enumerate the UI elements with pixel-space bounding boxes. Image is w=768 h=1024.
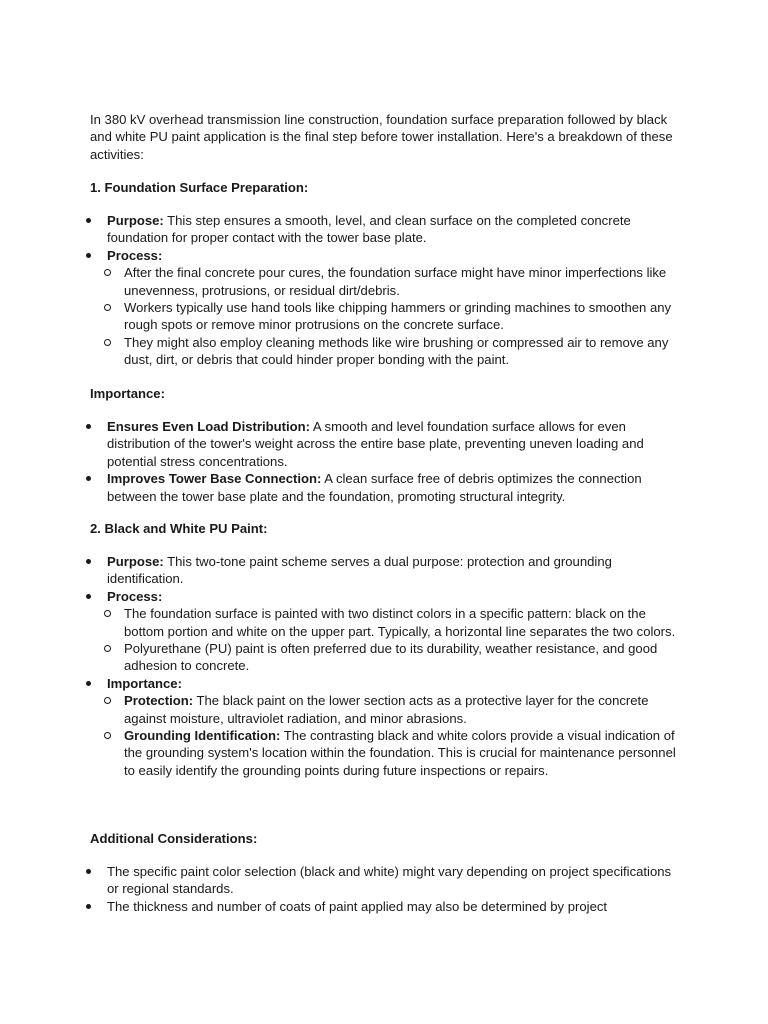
- section2-process-step: Polyurethane (PU) paint is often preferred due to its durability, weather resistance, and good adhesion to concrete.: [124, 640, 676, 675]
- importance-heading: Importance:: [90, 386, 165, 401]
- importance-item-text: A smooth and level foundation surface allows for even distribution of the tower's weight across the entire base plate, preventing uneven loading and potential stress concentrations.: [107, 419, 644, 469]
- section1-process-label: Process:: [107, 247, 163, 263]
- section2-heading: 2. Black and White PU Paint:: [90, 521, 268, 536]
- importance-list: [0, 418, 768, 505]
- importance-item-label: Improves Tower Base Connection:: [107, 471, 322, 487]
- importance-item-text: A clean surface free of debris optimizes the connection between the tower base plate and the foundation, promoting structural integrity.: [107, 471, 642, 504]
- importance-item: [0, 418, 682, 470]
- section2-importance-subitem-label: Protection:: [124, 693, 194, 709]
- section2-importance-subitem-label: Grounding Identification:: [124, 728, 281, 744]
- section2-importance-subitem-text: The black paint on the lower section acts as a protective layer for the concrete against moisture, ultraviolet radiation, and minor abrasions.: [124, 693, 649, 726]
- section2-importance-subitem-text: The contrasting black and white colors provide a visual indication of the grounding system's location within the foundation. This is crucial for maintenance personnel to easily identify the grounding points during future inspections or repairs.: [124, 728, 676, 778]
- section1-process-item: [0, 247, 682, 369]
- section2-importance-subitem: [124, 727, 676, 779]
- section1-list: [0, 212, 768, 369]
- section2-importance-item: [0, 675, 682, 779]
- section2-importance-subitem: [124, 692, 676, 727]
- section1-heading: 1. Foundation Surface Preparation:: [90, 180, 309, 195]
- additional-item: The thickness and number of coats of paint applied may also be determined by project: [0, 898, 682, 915]
- section2-importance-label: Importance:: [107, 675, 182, 691]
- section2-purpose-text: This two-tone paint scheme serves a dual purpose: protection and grounding identification.: [107, 554, 612, 587]
- intro-paragraph: In 380 kV overhead transmission line construction, foundation surface preparation followed by black and white PU paint application is the final step before tower installation. Here's a breakdown of these activities:: [90, 112, 673, 162]
- section1-process-sublist: [107, 264, 682, 368]
- section2-purpose-item: [0, 553, 682, 588]
- section2-importance-sublist: [107, 692, 682, 779]
- section2-process-item: [0, 588, 682, 675]
- section1-process-step: They might also employ cleaning methods like wire brushing or compressed air to remove any dust, dirt, or debris that could hinder proper bonding with the paint.: [124, 334, 676, 369]
- section2-process-sublist: [107, 605, 682, 675]
- section1-process-step: Workers typically use hand tools like chipping hammers or grinding machines to smoothen any rough spots or remove minor protrusions on the concrete surface.: [124, 299, 676, 334]
- additional-item: The specific paint color selection (black and white) might vary depending on project specifications or regional standards.: [0, 863, 682, 898]
- importance-item: [0, 470, 682, 505]
- section1-process-step: After the final concrete pour cures, the foundation surface might have minor imperfections like unevenness, protrusions, or residual dirt/debris.: [124, 264, 676, 299]
- section1-purpose-item: [0, 212, 682, 247]
- importance-item-label: Ensures Even Load Distribution:: [107, 419, 310, 434]
- additional-list: [0, 863, 768, 915]
- additional-heading: Additional Considerations:: [90, 831, 258, 846]
- section2-list: [0, 553, 768, 779]
- section1-purpose-label: Purpose:: [107, 213, 164, 228]
- section2-process-step: The foundation surface is painted with two distinct colors in a specific pattern: black on the bottom portion and white on the upper part. Typically, a horizontal line separates the two colors.: [124, 606, 676, 639]
- section1-purpose-text: This step ensures a smooth, level, and clean surface on the completed concrete foundation for proper contact with the tower base plate.: [107, 213, 631, 246]
- section2-process-label: Process:: [107, 588, 163, 604]
- section2-purpose-label: Purpose:: [107, 554, 164, 569]
